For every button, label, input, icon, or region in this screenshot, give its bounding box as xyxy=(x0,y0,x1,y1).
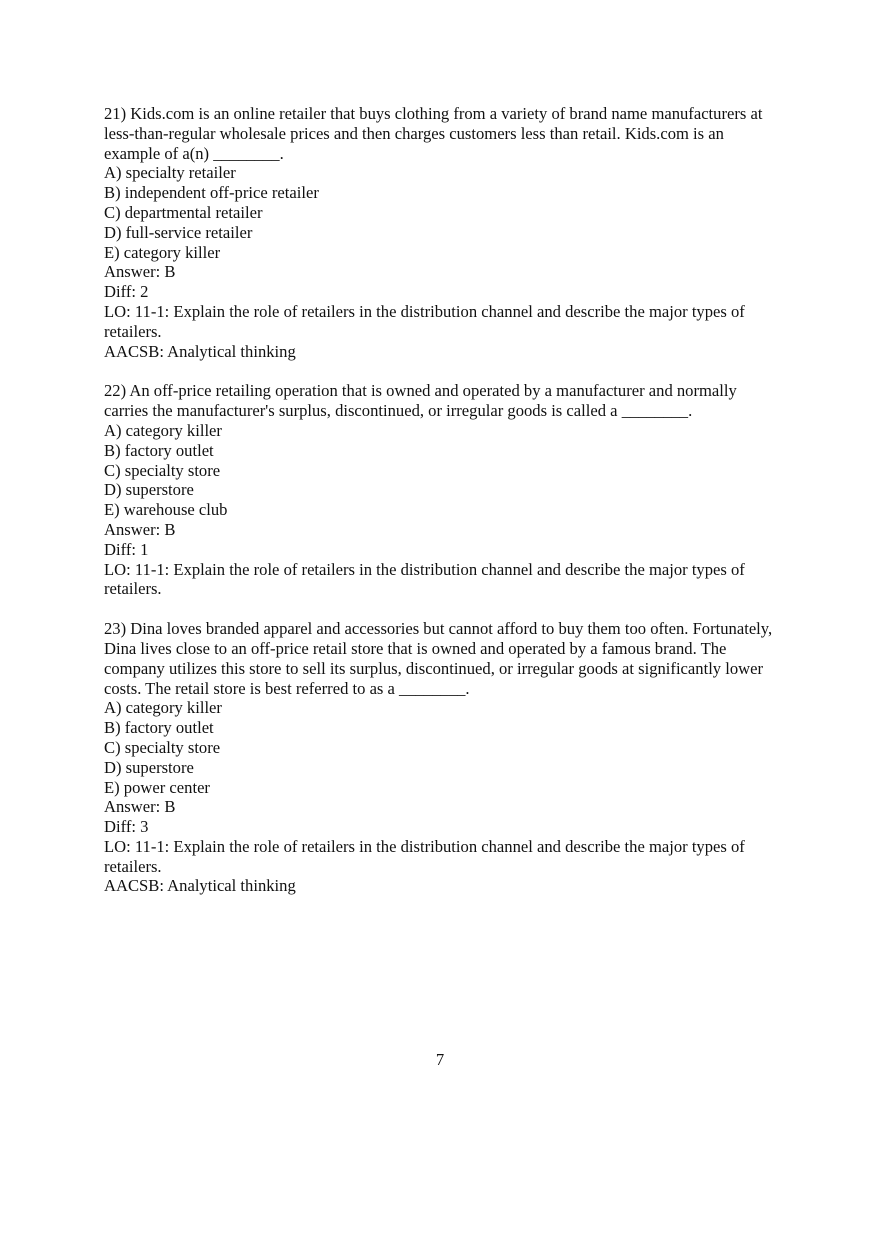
answer-key: Answer: B xyxy=(104,262,176,282)
answer-key: Answer: B xyxy=(104,797,176,817)
answer-option-c: C) specialty store xyxy=(104,460,221,480)
aacsb-tag: AACSB: Analytical thinking xyxy=(104,341,296,361)
answer-option-b: B) factory outlet xyxy=(104,440,214,460)
answer-option-e: E) category killer xyxy=(104,242,221,262)
answer-option-d: D) superstore xyxy=(104,480,194,500)
question-stem: 23) Dina loves branded apparel and accessories but cannot afford to buy them too often. Fortunately, Dina lives close to an off-price retail store that is owned and operated by a famous brand. The company utilizes this store to sell its surplus, discontinued, or irregular goods at significantly lower costs. The retail store is best referred to as a ________. xyxy=(104,619,773,698)
answer-option-c: C) specialty store xyxy=(104,737,221,757)
answer-option-b: B) factory outlet xyxy=(104,718,214,738)
answer-key: Answer: B xyxy=(104,519,176,539)
difficulty: Diff: 1 xyxy=(104,539,149,559)
question-stem: 21) Kids.com is an online retailer that buys clothing from a variety of brand name manufacturers at less-than-regular wholesale prices and then charges customers less than retail. Kids.com is an example of a(n) ________. xyxy=(104,104,763,163)
learning-objective: LO: 11-1: Explain the role of retailers in the distribution channel and describe the major types of retailers. xyxy=(104,559,745,599)
question-stem: 22) An off-price retailing operation that is owned and operated by a manufacturer and normally carries the manufacturer's surplus, discontinued, or irregular goods is called a ________. xyxy=(104,381,737,421)
answer-option-c: C) departmental retailer xyxy=(104,202,263,222)
answer-option-d: D) superstore xyxy=(104,757,194,777)
difficulty: Diff: 3 xyxy=(104,817,149,837)
aacsb-tag: AACSB: Analytical thinking xyxy=(104,876,296,896)
answer-option-a: A) category killer xyxy=(104,698,222,718)
question-23 xyxy=(104,619,784,896)
answer-option-e: E) power center xyxy=(104,777,210,797)
answer-option-a: A) category killer xyxy=(104,420,222,440)
difficulty: Diff: 2 xyxy=(104,282,149,302)
page-content xyxy=(104,104,784,916)
question-22 xyxy=(104,381,784,599)
answer-option-e: E) warehouse club xyxy=(104,500,228,520)
learning-objective: LO: 11-1: Explain the role of retailers in the distribution channel and describe the major types of retailers. xyxy=(104,301,745,341)
answer-option-a: A) specialty retailer xyxy=(104,163,236,183)
answer-option-b: B) independent off-price retailer xyxy=(104,183,319,203)
learning-objective: LO: 11-1: Explain the role of retailers in the distribution channel and describe the major types of retailers. xyxy=(104,836,745,876)
question-21 xyxy=(104,104,784,361)
page-number: 7 xyxy=(435,1050,445,1069)
answer-option-d: D) full-service retailer xyxy=(104,222,253,242)
